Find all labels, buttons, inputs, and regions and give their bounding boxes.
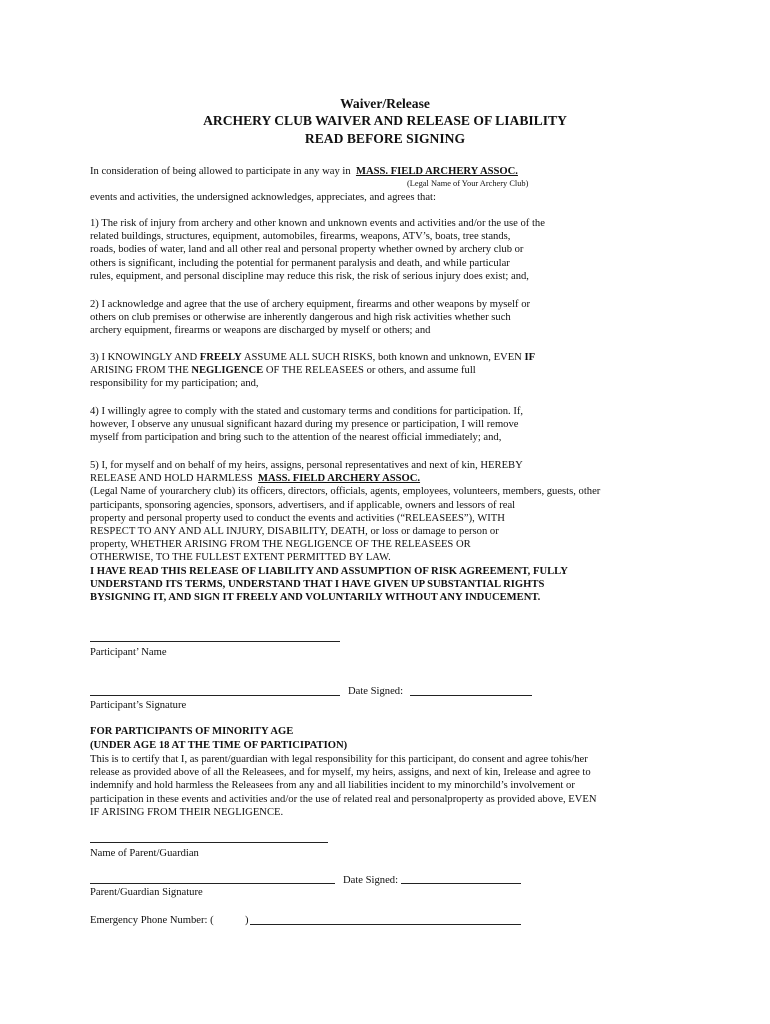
clause-5-bold-line: I HAVE READ THIS RELEASE OF LIABILITY AND ASSUMPTION OF RISK AGREEMENT, FULLY bbox=[90, 565, 568, 577]
parent-date-line[interactable] bbox=[401, 883, 521, 884]
clause-3-line2 bbox=[90, 364, 650, 377]
clause-5-release-text: RELEASE AND HOLD HARMLESS bbox=[90, 473, 253, 485]
minority-line: release as provided above of all the Releasees, and for myself, my heirs, assigns, and next of kin, Irelease and agree to bbox=[90, 767, 591, 779]
clause-3-bold-if: IF bbox=[524, 352, 536, 363]
participant-signature-line[interactable] bbox=[90, 695, 340, 696]
doc-title-line2: ARCHERY CLUB WAIVER AND RELEASE OF LIABILITY bbox=[203, 113, 567, 128]
intro-club-hint: (Legal Name of Your Archery Club) bbox=[407, 179, 529, 188]
clause-1-line: 1) The risk of injury from archery and other known and unknown events and activities and/or the use of the bbox=[90, 218, 545, 229]
clause-1 bbox=[90, 217, 650, 283]
clause-4-line: however, I observe any unusual significant hazard during my presence or participation, I will remove bbox=[90, 419, 519, 431]
emergency-phone-close: ) bbox=[245, 915, 249, 926]
clause-5-bold-line: BYSIGNING IT, AND SIGN IT FREELY AND VOLUNTARILY WITHOUT ANY INDUCEMENT. bbox=[90, 592, 541, 604]
clause-3-text: ASSUME ALL SUCH RISKS, both known and unknown, EVEN bbox=[241, 352, 525, 363]
participant-name-line[interactable] bbox=[90, 641, 340, 642]
clause-3-text: 3) I KNOWINGLY AND bbox=[90, 352, 200, 363]
intro-line2: events and activities, the undersigned acknowledges, appreciates, and agrees that: bbox=[90, 192, 436, 203]
clause-3-text: ARISING FROM THE bbox=[90, 365, 192, 377]
clause-3-line3: responsibility for my participation; and, bbox=[90, 378, 259, 390]
clause-5-line: participants, sponsoring agencies, sponsors, advertisers, and if applicable, owners and lessors of real bbox=[90, 499, 516, 511]
intro-club-name: MASS. FIELD ARCHERY ASSOC. bbox=[355, 166, 518, 177]
clause-5-line: RESPECT TO ANY AND ALL INJURY, DISABILITY, DEATH, or loss or damage to person or bbox=[90, 526, 499, 538]
participant-name-label: Participant’ Name bbox=[90, 647, 167, 658]
parent-name-label: Name of Parent/Guardian bbox=[90, 848, 199, 859]
clause-5-line: property, WHETHER ARISING FROM THE NEGLIGENCE OF THE RELEASEES OR bbox=[90, 539, 471, 551]
clause-5-line: (Legal Name of yourarchery club) its officers, directors, officials, agents, employees, volunteers, members, guests, other bbox=[90, 486, 601, 498]
clause-5-line2 bbox=[90, 472, 650, 485]
minority-line: participation in these events and activities and/or the use of related real and personalproperty as provided above, EVEN bbox=[90, 793, 597, 805]
clause-5-line1: 5) I, for myself and on behalf of my heirs, assigns, personal representatives and next of kin, HEREBY bbox=[90, 460, 523, 471]
clause-4 bbox=[90, 405, 650, 445]
clause-5-club-name: MASS. FIELD ARCHERY ASSOC. bbox=[258, 473, 421, 485]
minority-line: indemnify and hold harmless the Releasees from any and all liabilities incident to my minorchild’s involvement or bbox=[90, 780, 575, 792]
emergency-phone-label: Emergency Phone Number: ( bbox=[90, 915, 214, 926]
minority-line: IF ARISING FROM THEIR NEGLIGENCE. bbox=[90, 806, 284, 818]
clause-3 bbox=[90, 351, 650, 391]
participant-date-line[interactable] bbox=[410, 695, 532, 696]
clause-5-line: property and personal property used to conduct the events and activities (“RELEASEES”), WITH bbox=[90, 512, 505, 524]
clause-1-line: related buildings, structures, equipment, automobiles, firearms, weapons, ATV’s, boats, tree stands, bbox=[90, 231, 511, 243]
participant-signature-label: Participant’s Signature bbox=[90, 700, 187, 711]
clause-3-bold-negligence: NEGLIGENCE bbox=[191, 365, 264, 377]
doc-title-line3: READ BEFORE SIGNING bbox=[304, 131, 466, 146]
clause-3-text: OF THE RELEASEES or others, and assume full bbox=[263, 365, 476, 377]
clause-1-line: roads, bodies of water, land and all other real and personal property whether owned by archery club or bbox=[90, 244, 524, 256]
clause-4-line: 4) I willingly agree to comply with the stated and customary terms and conditions for participation. If, bbox=[90, 406, 524, 417]
doc-title-line1: Waiver/Release bbox=[340, 96, 430, 111]
clause-2 bbox=[90, 298, 650, 338]
clause-2-line: others on club premises or otherwise are inherently dangerous and high risk activities whether such bbox=[90, 312, 511, 324]
intro-line bbox=[90, 165, 518, 178]
parent-name-line[interactable] bbox=[90, 842, 328, 843]
clause-3-bold-freely: FREELY bbox=[199, 352, 242, 363]
parent-signature-label: Parent/Guardian Signature bbox=[90, 887, 203, 898]
clause-1-line: rules, equipment, and personal discipline may reduce this risk, the risk of serious injury does exist; and, bbox=[90, 270, 529, 282]
clause-2-line: 2) I acknowledge and agree that the use of archery equipment, firearms and other weapons by myself or bbox=[90, 299, 531, 310]
participant-date-label: Date Signed: bbox=[348, 686, 404, 697]
parent-signature-line[interactable] bbox=[90, 883, 335, 884]
clause-5 bbox=[90, 459, 650, 604]
clause-5-bold-line: UNDERSTAND ITS TERMS, UNDERSTAND THAT I HAVE GIVEN UP SUBSTANTIAL RIGHTS bbox=[90, 578, 545, 590]
parent-date-label: Date Signed: bbox=[343, 875, 399, 886]
minority-heading2: (UNDER AGE 18 AT THE TIME OF PARTICIPATION) bbox=[90, 740, 348, 751]
clause-1-line: others is significant, including the potential for permanent paralysis and death, and while particular bbox=[90, 257, 510, 269]
minority-heading1: FOR PARTICIPANTS OF MINORITY AGE bbox=[90, 726, 294, 737]
intro-prefix: In consideration of being allowed to participate in any way in bbox=[90, 166, 351, 177]
clause-3-line1 bbox=[90, 351, 650, 364]
clause-2-line: archery equipment, firearms or weapons are discharged by myself or others; and bbox=[90, 325, 431, 337]
emergency-phone-line[interactable] bbox=[250, 924, 521, 925]
minority-body bbox=[90, 753, 650, 819]
minority-line: This is to certify that I, as parent/guardian with legal responsibility for this participant, do consent and agree tohis/her bbox=[90, 754, 588, 765]
clause-5-line: OTHERWISE, TO THE FULLEST EXTENT PERMITTED BY LAW. bbox=[90, 552, 391, 564]
clause-4-line: myself from participation and bring such to the attention of the nearest official immediately; and, bbox=[90, 432, 502, 444]
